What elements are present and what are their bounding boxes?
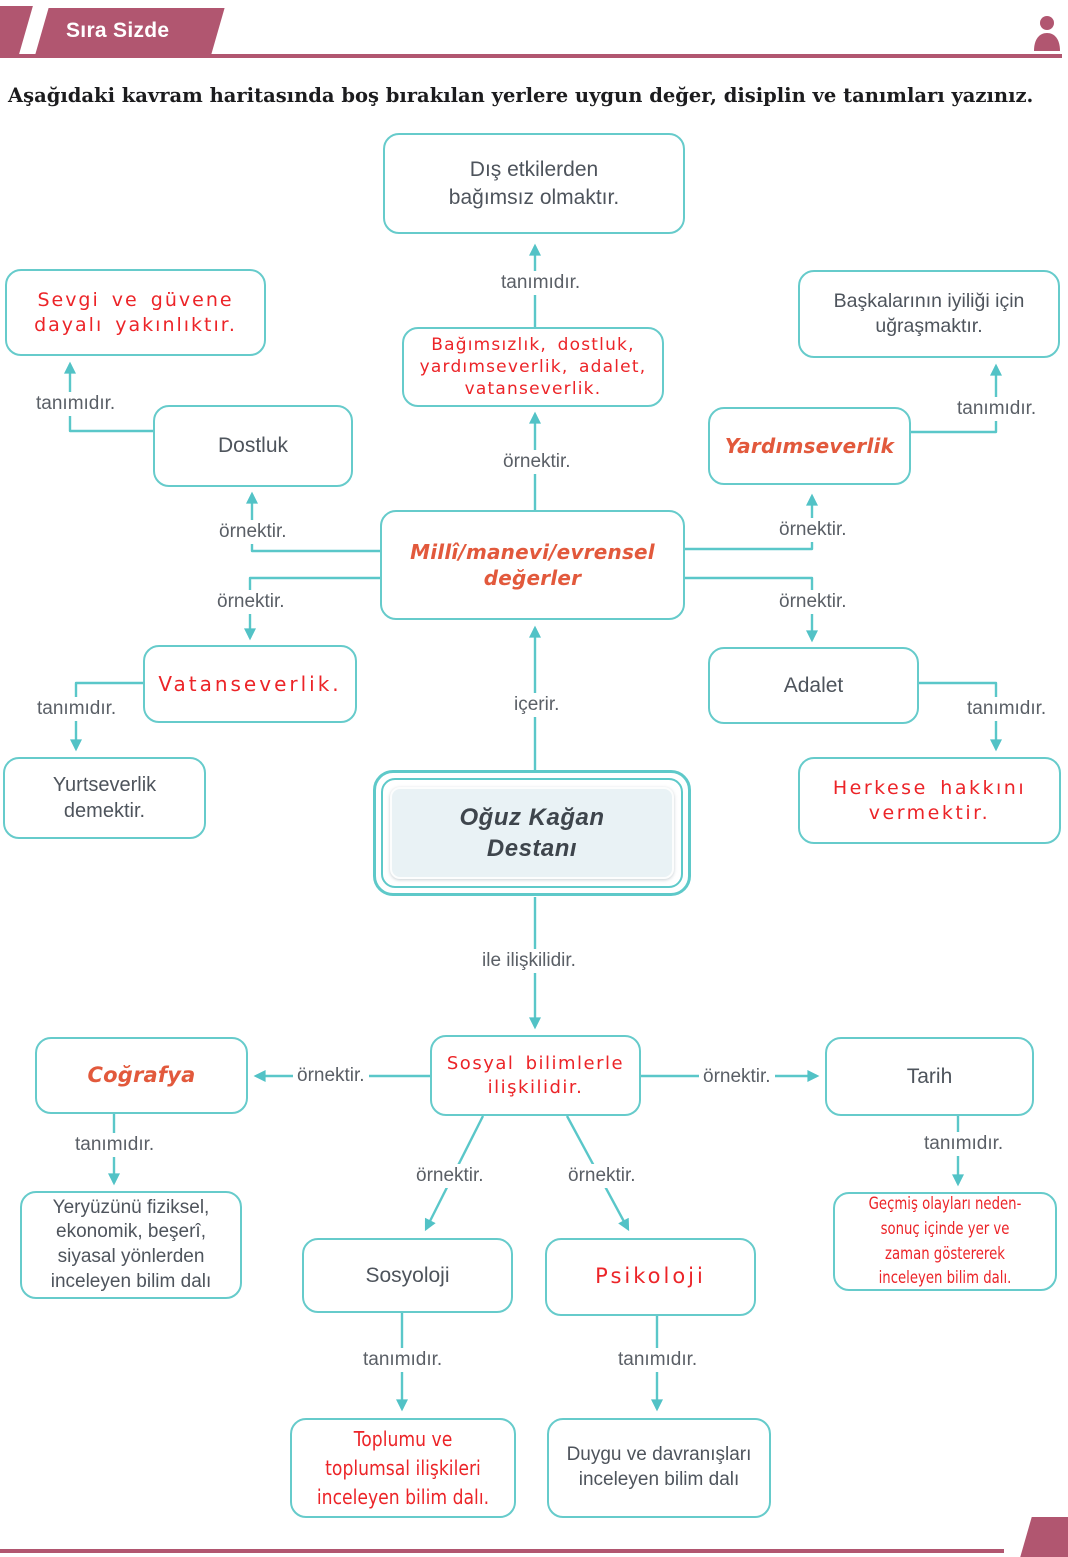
node-tarih: Tarih (825, 1037, 1034, 1116)
edge-label-tanimidir: tanımıdır. (497, 271, 584, 295)
node-baskalarinin: Başkalarının iyiliği için uğraşmaktır. (798, 270, 1060, 358)
node-vatanseverlik: Vatanseverlik. (143, 645, 357, 723)
node-psikoloji: Psikoloji (545, 1238, 756, 1316)
node-sosyal-bilimler: Sosyal bilimlerle ilişkilidir. (430, 1035, 641, 1116)
edge-label-ornektir: örnektir. (412, 1164, 488, 1188)
edge-label-ornektir: örnektir. (564, 1164, 640, 1188)
node-bagimsizlik-list: Bağımsızlık, dostluk, yardımseverlik, adalet, vatanseverlik. (402, 327, 664, 407)
node-sevgi: Sevgi ve güvene dayalı yakınlıktır. (5, 269, 266, 356)
edge-label-ornektir: örnektir. (215, 520, 291, 544)
banner-title: Sıra Sizde (66, 19, 170, 42)
node-oguz-kagan-destani (373, 770, 691, 896)
node-adalet: Adalet (708, 647, 919, 724)
edge-label-ornektir: örnektir. (213, 590, 289, 614)
edge-label-tanimidir: tanımıdır. (71, 1133, 158, 1157)
node-degerler: Millî/manevi/evrensel değerler (380, 510, 685, 620)
oguz-inner-border (381, 778, 683, 888)
edge-label-icerir: içerir. (510, 693, 563, 717)
edge-label-tanimidir: tanımıdır. (32, 392, 119, 416)
node-yardimseverlik: Yardımseverlik (708, 407, 911, 485)
edge-label-ornektir: örnektir. (293, 1064, 369, 1088)
node-herkese: Herkese hakkını vermektir. (798, 757, 1061, 844)
node-duygu: Duygu ve davranışları inceleyen bilim dalı (547, 1418, 771, 1518)
edge-label-ile-iliskilidir: ile ilişkilidir. (478, 949, 580, 973)
node-toplumu: Toplumu ve toplumsal ilişkileri inceleyen bilim dalı. (290, 1418, 516, 1518)
node-yurtseverlik: Yurtseverlik demektir. (3, 757, 206, 839)
edge-label-tanimidir: tanımıdır. (614, 1348, 701, 1372)
node-sosyoloji: Sosyoloji (302, 1238, 513, 1313)
node-cografya: Coğrafya (35, 1037, 248, 1114)
edge-label-tanimidir: tanımıdır. (963, 697, 1050, 721)
instruction-text: Aşağıdaki kavram haritasında boş bırakılan yerlere uygun değer, disiplin ve tanımları yazınız. (8, 84, 1034, 107)
edge-label-ornektir: örnektir. (699, 1065, 775, 1089)
edge-label-tanimidir: tanımıdır. (953, 397, 1040, 421)
edge-label-ornektir: örnektir. (499, 450, 575, 474)
edge-label-ornektir: örnektir. (775, 590, 851, 614)
node-dostluk: Dostluk (153, 405, 353, 487)
edge-label-tanimidir: tanımıdır. (359, 1348, 446, 1372)
edge-label-ornektir: örnektir. (775, 518, 851, 542)
node-dis-etkilerden: Dış etkilerden bağımsız olmaktır. (383, 133, 685, 234)
oguz-inner-panel: Oğuz Kağan Destanı (390, 787, 674, 879)
edge-label-tanimidir: tanımıdır. (33, 697, 120, 721)
node-gecmis: Geçmiş olayları neden-sonuç içinde yer ve zaman göstererek inceleyen bilim dalı. (833, 1192, 1057, 1291)
node-yeryuzunu: Yeryüzünü fiziksel, ekonomik, beşerî, siyasal yönlerden inceleyen bilim dalı (20, 1191, 242, 1299)
edge-label-tanimidir: tanımıdır. (920, 1132, 1007, 1156)
